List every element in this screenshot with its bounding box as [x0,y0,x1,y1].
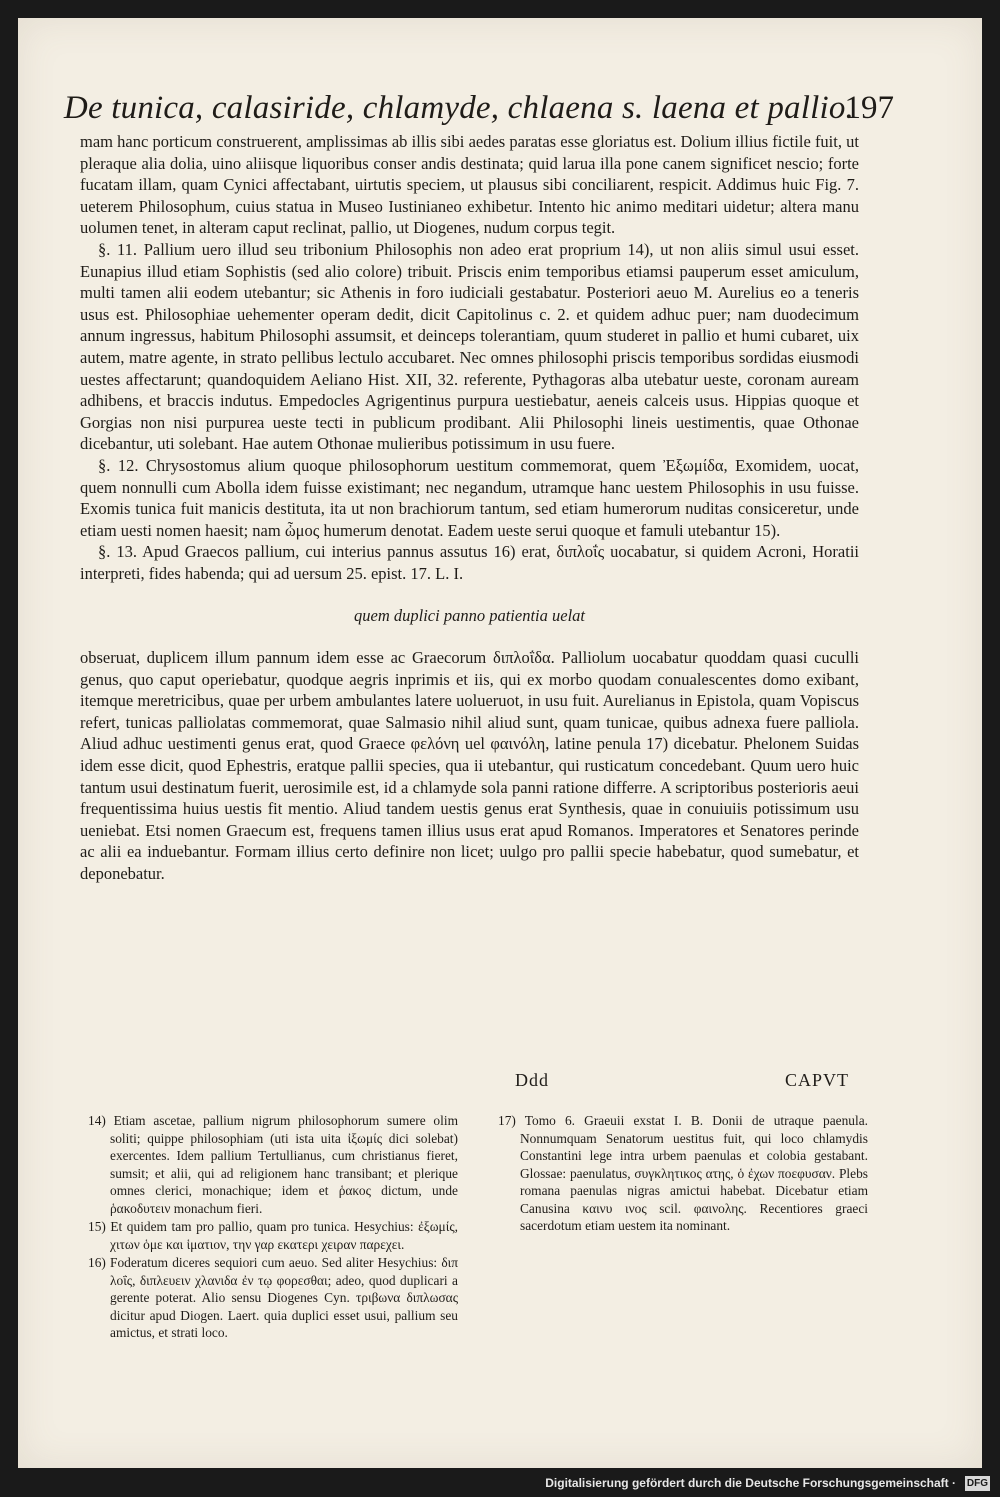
footnote-16: 16) Foderatum diceres sequiori cum aeuo. Sed aliter Hesychius: διπ λοΐς, διπλευειν χλανιδα ἐν τῳ φορεσθαι; adeo, quod duplicari a gerente poterat. Alio sensu Diogenes Cyn. τριβωνα διπλωσας dicitur apud Diogen. Laert. quia duplici esset usui, pallium seu amictus, et strati loco. [88,1255,458,1340]
running-head: De tunica, calasiride, chlamyde, chlaena s. laena et pallio. [63,90,854,126]
signature-mark: Ddd [515,1070,549,1090]
footnotes-left-column [88,1112,458,1343]
page-number: 197 [844,90,894,126]
funding-notice: Digitalisierung gefördert durch die Deutsche Forschungsgemeinschaft · [545,1476,956,1490]
catchword: CAPVT [785,1070,850,1090]
dfg-logo: DFG [966,1478,988,1489]
footnote-15: 15) Et quidem tam pro pallio, quam pro tunica. Hesychius: ἐξωμίς, χιτων ὁμε και ἱματιον, την γαρ εκατερι χειραν παρεχει. [88,1219,458,1252]
paragraph-1: mam hanc porticum construerent, amplissimas ab illis sibi aedes paratas esse gloriatus est. Dolium illius fictile fuit, ut pleraque alia dolia, uino aliisque liquoribus conser andis destinata; quid larua illa pone canem significet nescio; forte fucatam illam, quam Cynici affectabant, uirtutis speciem, ut plausus sibi conciliarent, respicit. Addimus huic Fig. 7. ueterem Philosophum, cuius statua in Museo Iustinianeo exhibetur. Intento hic animo meditari uidetur; altera manu uolumen tenet, in alteram caput reclinat, pallio, ut Diogenes, nudum corpus tegit. [80,132,859,238]
paragraph-continued: obseruat, duplicem illum pannum idem esse ac Graecorum διπλοΐδα. Palliolum uocabatur quoddam quasi cuculli genus, quo caput operiebatur, quodque aegris inprimis et iis, qui ex morbo quodam conualescentes domo exibant, itemque meretricibus, quae per urbem ambulantes latere uolueruot, in usu fuit. Aurelianus in Epistola, quam Vopiscus refert, tunicas palliolatas commemorat, quae Salmasio nihil aliud sunt, quam tunicae, quibus adnexa fuere palliola. Aliud adhuc uestimenti genus erat, quod Graece φελόνη uel φαινόλη, latine penula 17) dicebatur. Phelonem Suidas idem esse dicit, quod Ephestris, eratque pallii species, qua ii utebantur, qui rusticatum concedebant. Quum uero huic tantum usui destinatum fuerit, uerosimile est, id a chlamyde sola panni ratione differre. A scriptoribus posterioris aeui frequentissima huius uestis fit mentio. Aliud tandem uestis genus erat Synthesis, quae in conuiuiis potissimum usu ueniebat. Etsi nomen Graecum est, frequens tamen illius usus erat apud Romanos. Imperatores et Senatores perinde ac alii ea induebantur. Formam illius certo definire non licet; uulgo pro pallii specie habebatur, quod sumebatur, et deponebatur. [80,648,859,883]
footnotes-right-column [498,1112,868,1236]
main-text [80,131,859,885]
paragraph-section-12: §. 12. Chrysostomus alium quoque philosophorum uestitum commemorat, quem Ἐξωμίδα, Exomidem, uocat, quem nonnulli cum Abolla idem fuisse existimant; nec negandum, utramque hanc uestem Philosophis in usu fuisse. Exomis tunica fuit manicis destituta, ita ut non brachiorum tantum, sed etiam humerorum nuditas consiceretur, unde etiam uesti nomen haesit; nam ὦμος humerum denotat. Eadem ueste serui quoque et famuli utebantur 15). [80,455,859,540]
paragraph-section-13: §. 13. Apud Graecos pallium, cui interius pannus assutus 16) erat, διπλοΐς uocabatur, si quidem Acroni, Horatii interpreti, fides habenda; qui ad uersum 25. epist. 17. L. I. [80,542,859,583]
quoted-verse: quem duplici panno patientia uelat [354,606,585,626]
catchline [18,1070,982,1096]
footnote-14: 14) Etiam ascetae, pallium nigrum philosophorum sumere olim soliti; quippe philosophiam (uti ista uita ἰξωμίς dici solebat) exercentes. Idem pallium Tertullianus, cum christianus fieret, sumsit; et alii, qui ad religionem hanc transibant; et plerique omnes clerici, monachique; idem et ῥακος dictum, unde ῥακοδυτειν monachum fieri. [88,1113,458,1216]
paragraph-section-11: §. 11. Pallium uero illud seu tribonium Philosophis non adeo erat proprium 14), ut non aliis simul usui esset. Eunapius illud etiam Sophistis (sed alio colore) tribuit. Priscis enim temporibus etiamsi pauperum esset amiculum, multi tamen alii eodem utebantur; sic Athenis in foro iudiciali gestabatur. Posteriori aeuo M. Aurelius eo a teneris usus est. Philosophiae uehementer operam dedit, dicit Capitolinus c. 2. et quidem adhuc puer; nam duodecimum annum ingressus, habitum Philosophi assumsit, et deinceps tolerantiam, quum studeret in pallio et humi cubaret, uix autem, matre agente, in strato pellibus lectulo accubaret. Nec omnes philosophi priscis temporibus sordidas eiusmodi uestes affectarunt; quandoquidem Aeliano Hist. XII, 32. referente, Pythagoras alba utebatur ueste, coronam auream adhibens, et braccis indutus. Empedocles Agrigentinus purpura uestiebatur, aeneis calceis usus. Hippias quoque et Gorgias non nisi purpurea ueste tecti in publicum prodibant. Alii Philosophi lineis uestimentis, quae Othonae dicebantur, uti solebant. Hae autem Othonae mulieribus potissimum in usu fuere. [80,239,859,454]
book-page [18,18,982,1468]
page-header [18,88,982,132]
digitization-footer [0,1470,1000,1497]
footnote-17: 17) Tomo 6. Graeuii exstat I. B. Donii de utraque paenula. Nonnumquam Senatorum uestitus fuit, qui loco chlamydis Constantini lege intra urbem paenulas et colobia gestabant. Glossae: paenulatus, συγκλητικος ατης, ὁ ἐχων ποεφυσαν. Plebs romana paenulas nigras amictui habebat. Dicebatur etiam Canusina καινυ ινος scil. φαινολης. Recentiores graeci sacerdotum etiam uestem ita nominant. [498,1113,868,1233]
